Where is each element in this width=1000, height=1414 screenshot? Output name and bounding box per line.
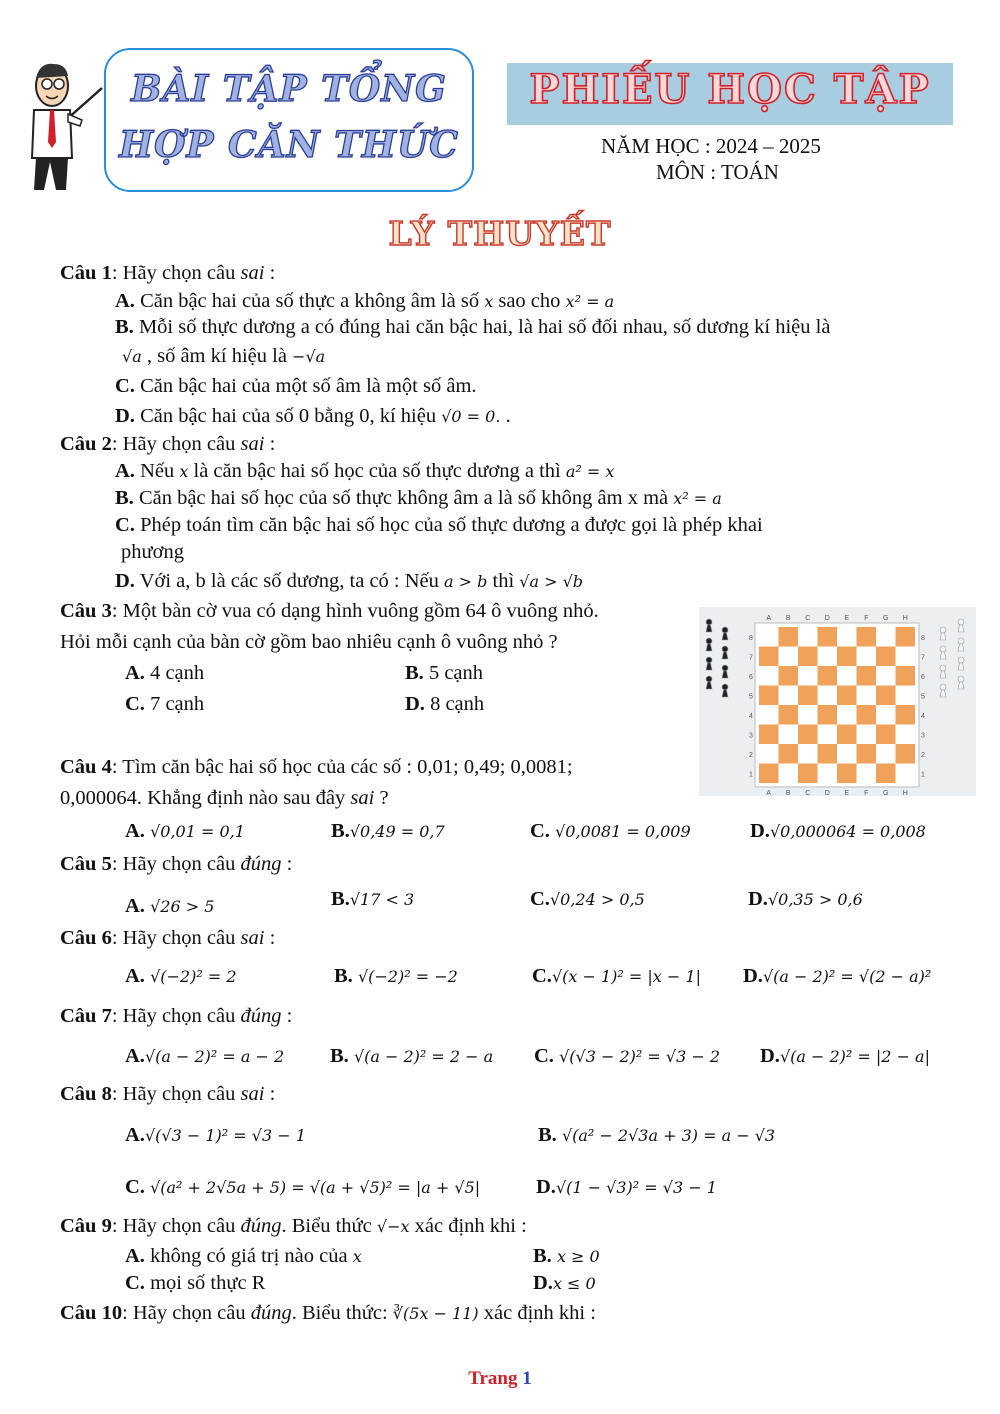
q6-stem: Câu 6: Hãy chọn câu sai : xyxy=(60,927,276,949)
chess-square xyxy=(896,666,916,686)
q2-option-c-cont: phương xyxy=(121,541,184,563)
file-label: H xyxy=(902,615,908,622)
rank-label: 2 xyxy=(921,751,925,759)
q8-option-b: B. √(a² − 2√3a + 3) = a − √3 xyxy=(538,1124,776,1146)
chess-square xyxy=(798,764,818,784)
chess-square xyxy=(779,666,799,686)
file-label: C xyxy=(805,790,811,796)
rank-label: 3 xyxy=(921,732,925,740)
q2-stem: Câu 2: Hãy chọn câu sai : xyxy=(60,433,276,455)
chessboard-figure xyxy=(699,607,976,796)
q2-option-a: A. Nếu x là căn bậc hai số học của số thực dương a thì a² = x xyxy=(115,460,615,482)
q9-stem: Câu 9: Hãy chọn câu đúng. Biểu thức √−x xác định khi : xyxy=(60,1215,527,1237)
chess-square xyxy=(837,686,857,706)
white-pawn-icon xyxy=(940,684,946,697)
q9-option-d: D.x ≤ 0 xyxy=(533,1272,596,1294)
chess-square xyxy=(818,666,838,686)
title-box xyxy=(104,48,474,192)
rank-label: 3 xyxy=(749,732,753,740)
q4-stem: Câu 4: Tìm căn bậc hai số học của các số : 0,01; 0,49; 0,0081; xyxy=(60,756,573,778)
file-label: D xyxy=(824,615,830,622)
q7-option-d: D.√(a − 2)² = |2 − a| xyxy=(760,1045,930,1067)
chess-square xyxy=(759,744,779,764)
black-pawn-icon xyxy=(706,619,712,632)
q3-stem-2: Hỏi mỗi cạnh của bàn cờ gồm bao nhiêu cạnh ô vuông nhỏ ? xyxy=(60,631,558,653)
chess-square xyxy=(759,686,779,706)
rank-label: 7 xyxy=(749,654,753,662)
q9-option-a: A. không có giá trị nào của x xyxy=(125,1245,362,1267)
white-pawn-icon xyxy=(958,638,964,651)
q1-option-b-cont: √a , số âm kí hiệu là −√a xyxy=(122,345,326,367)
page-footer xyxy=(0,1368,1000,1390)
title-line-2: HỢP CĂN THỨC xyxy=(119,124,459,166)
q2-option-d: D. Với a, b là các số dương, ta có : Nếu a > b thì √a > √b xyxy=(115,570,584,592)
file-label: C xyxy=(805,615,811,622)
file-label: H xyxy=(902,790,908,796)
chess-square xyxy=(837,666,857,686)
q1-option-d: D. Căn bậc hai của số 0 bằng 0, kí hiệu √0 = 0. . xyxy=(115,405,511,427)
rank-label: 8 xyxy=(921,634,925,642)
chess-square xyxy=(779,647,799,667)
q6-option-c: C.√(x − 1)² = |x − 1| xyxy=(532,965,701,987)
teacher-clipart xyxy=(22,58,106,198)
q8-option-d: D.√(1 − √3)² = √3 − 1 xyxy=(536,1176,717,1198)
chess-square xyxy=(798,627,818,647)
white-pawn-icon xyxy=(940,627,946,640)
q8-option-a: A.√(√3 − 1)² = √3 − 1 xyxy=(125,1124,306,1146)
chess-square xyxy=(876,744,896,764)
q4-option-a: A. √0,01 = 0,1 xyxy=(125,820,245,842)
q7-option-b: B. √(a − 2)² = 2 − a xyxy=(330,1045,494,1067)
rank-label: 6 xyxy=(921,673,925,681)
chess-square xyxy=(837,627,857,647)
chess-square xyxy=(759,705,779,725)
q10-stem: Câu 10: Hãy chọn câu đúng. Biểu thức: ∛(5x − 11) xác định khi : xyxy=(60,1302,596,1324)
black-pawn-icon xyxy=(706,676,712,689)
q8-option-c: C. √(a² + 2√5a + 5) = √(a + √5)² = |a + √5| xyxy=(125,1176,481,1198)
rank-label: 5 xyxy=(921,693,925,701)
chess-square xyxy=(896,627,916,647)
file-label: F xyxy=(864,615,869,622)
rank-label: 5 xyxy=(749,693,753,701)
q5-option-d: D.√0,35 > 0,6 xyxy=(748,888,863,910)
q7-stem: Câu 7: Hãy chọn câu đúng : xyxy=(60,1005,293,1027)
chess-square xyxy=(798,725,818,745)
q4-stem-2: 0,000064. Khẳng định nào sau đây sai ? xyxy=(60,787,389,809)
black-pawn-icon xyxy=(722,646,728,659)
chess-square xyxy=(876,764,896,784)
q6-option-a: A. √(−2)² = 2 xyxy=(125,965,237,987)
chess-square xyxy=(837,725,857,745)
chess-square xyxy=(759,764,779,784)
chess-square xyxy=(798,666,818,686)
q5-option-a: A. √26 > 5 xyxy=(125,895,215,917)
chess-square xyxy=(837,764,857,784)
school-year: NĂM HỌC : 2024 – 2025 xyxy=(601,134,821,158)
q9-option-b: B. x ≥ 0 xyxy=(533,1245,600,1267)
sheet-title: PHIẾU HỌC TẬP xyxy=(529,66,931,113)
chess-square xyxy=(779,744,799,764)
file-label: B xyxy=(785,615,791,622)
chess-square xyxy=(857,666,877,686)
file-label: G xyxy=(883,615,889,622)
chess-square xyxy=(876,647,896,667)
black-pawn-icon xyxy=(722,665,728,678)
chess-square xyxy=(779,627,799,647)
chess-square xyxy=(798,744,818,764)
chess-square xyxy=(857,705,877,725)
black-pawn-icon xyxy=(722,684,728,697)
q5-option-c: C.√0,24 > 0,5 xyxy=(530,888,645,910)
chess-square xyxy=(759,666,779,686)
chess-square xyxy=(818,686,838,706)
title-line-1: BÀI TẬP TỔNG xyxy=(131,68,447,110)
chess-square xyxy=(896,647,916,667)
rank-label: 2 xyxy=(749,751,753,759)
white-pawn-icon xyxy=(958,657,964,670)
chess-square xyxy=(837,744,857,764)
q1-stem: Câu 1: Hãy chọn câu sai : xyxy=(60,262,276,284)
file-label: A xyxy=(766,790,772,796)
chess-square xyxy=(876,627,896,647)
file-label: E xyxy=(844,615,850,622)
q7-option-c: C. √(√3 − 2)² = √3 − 2 xyxy=(534,1045,720,1067)
white-pawn-icon xyxy=(940,665,946,678)
chess-square xyxy=(876,686,896,706)
q3-option-d: D. 8 cạnh xyxy=(405,693,485,715)
chess-square xyxy=(896,686,916,706)
chess-square xyxy=(857,627,877,647)
chess-square xyxy=(896,725,916,745)
file-label: E xyxy=(844,790,850,796)
chess-square xyxy=(798,686,818,706)
file-label: D xyxy=(824,790,830,796)
q5-option-b: B.√17 < 3 xyxy=(331,888,415,910)
q9-option-c: C. mọi số thực R xyxy=(125,1272,266,1294)
q2-option-b: B. Căn bậc hai số học của số thực không âm a là số không âm x mà x² = a xyxy=(115,487,722,509)
q6-option-b: B. √(−2)² = −2 xyxy=(334,965,458,987)
q4-option-d: D.√0,000064 = 0,008 xyxy=(750,820,926,842)
white-pawn-icon xyxy=(958,676,964,689)
chess-square xyxy=(798,647,818,667)
chess-square xyxy=(779,725,799,745)
chess-square xyxy=(857,764,877,784)
q5-stem: Câu 5: Hãy chọn câu đúng : xyxy=(60,853,293,875)
q2-option-c: C. Phép toán tìm căn bậc hai số học của số thực dương a được gọi là phép khai xyxy=(115,514,763,536)
q1-option-c: C. Căn bậc hai của một số âm là một số âm. xyxy=(115,375,477,397)
chess-square xyxy=(818,647,838,667)
q1-option-b: B. Mỗi số thực dương a có đúng hai căn bậc hai, là hai số đối nhau, số dương kí hiệu là xyxy=(115,316,831,338)
q6-option-d: D.√(a − 2)² = √(2 − a)² xyxy=(743,965,932,987)
chess-square xyxy=(759,627,779,647)
white-pawn-icon xyxy=(940,646,946,659)
chess-square xyxy=(857,725,877,745)
chess-square xyxy=(818,627,838,647)
chess-square xyxy=(857,744,877,764)
chess-square xyxy=(896,705,916,725)
rank-label: 1 xyxy=(921,771,925,779)
chess-square xyxy=(896,744,916,764)
chess-square xyxy=(759,725,779,745)
chess-square xyxy=(818,725,838,745)
black-pawn-icon xyxy=(706,657,712,670)
subject: MÔN : TOÁN xyxy=(656,160,779,184)
q8-stem: Câu 8: Hãy chọn câu sai : xyxy=(60,1083,276,1105)
file-label: A xyxy=(766,615,772,622)
file-label: F xyxy=(864,790,869,796)
chess-square xyxy=(798,705,818,725)
chess-square xyxy=(779,705,799,725)
chess-square xyxy=(857,686,877,706)
chess-square xyxy=(837,705,857,725)
black-pawn-icon xyxy=(722,627,728,640)
chess-square xyxy=(876,725,896,745)
black-pawn-icon xyxy=(706,638,712,651)
q3-option-b: B. 5 cạnh xyxy=(405,662,484,684)
file-label: G xyxy=(883,790,889,796)
chess-square xyxy=(857,647,877,667)
chess-square xyxy=(779,764,799,784)
chess-square xyxy=(759,647,779,667)
page-number: 1 xyxy=(522,1368,532,1389)
q3-option-a: A. 4 cạnh xyxy=(125,662,205,684)
chess-square xyxy=(818,744,838,764)
rank-label: 8 xyxy=(749,634,753,642)
chessboard-svg xyxy=(699,607,976,796)
chess-square xyxy=(876,705,896,725)
section-title: LÝ THUYẾT xyxy=(388,214,612,253)
file-label: B xyxy=(785,790,791,796)
chess-square xyxy=(876,666,896,686)
chess-square xyxy=(818,705,838,725)
rank-label: 4 xyxy=(921,712,925,720)
chess-square xyxy=(818,764,838,784)
chess-square xyxy=(779,686,799,706)
chess-square xyxy=(896,764,916,784)
q4-option-b: B.√0,49 = 0,7 xyxy=(331,820,445,842)
q3-stem: Câu 3: Một bàn cờ vua có dạng hình vuông gồm 64 ô vuông nhỏ. xyxy=(60,600,599,622)
page-word: Trang xyxy=(468,1368,518,1389)
q7-option-a: A.√(a − 2)² = a − 2 xyxy=(125,1045,285,1067)
chess-square xyxy=(837,647,857,667)
rank-label: 1 xyxy=(749,771,753,779)
rank-label: 6 xyxy=(749,673,753,681)
rank-label: 7 xyxy=(921,654,925,662)
q3-option-c: C. 7 cạnh xyxy=(125,693,205,715)
q4-option-c: C. √0,0081 = 0,009 xyxy=(530,820,691,842)
white-pawn-icon xyxy=(958,619,964,632)
rank-label: 4 xyxy=(749,712,753,720)
q1-option-a: A. Căn bậc hai của số thực a không âm là số x sao cho x² = a xyxy=(115,290,615,312)
